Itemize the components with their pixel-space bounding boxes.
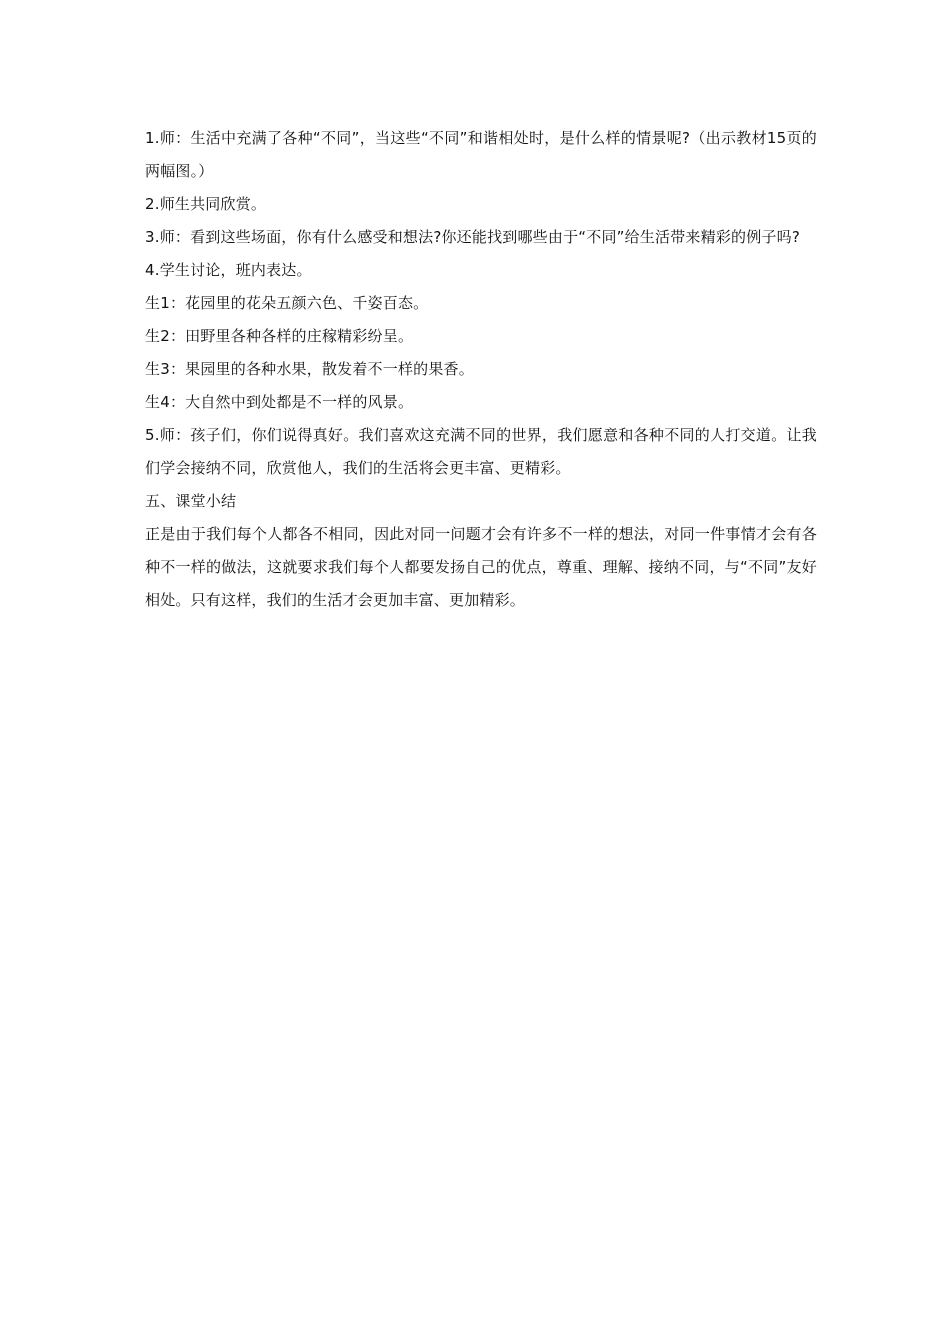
paragraph-teacher-question-1: 1.师：生活中充满了各种“不同”，当这些“不同”和谐相处时，是什么样的情景呢?（出示教材15页的两幅图。） [145, 129, 817, 180]
paragraph-shared-appreciation: 2.师生共同欣赏。 [145, 195, 267, 213]
document-body [145, 122, 817, 617]
paragraph-conclusion: 正是由于我们每个人都各不相同，因此对同一问题才会有许多不一样的想法，对同一件事情才会有各种不一样的做法，这就要求我们每个人都要发扬自己的优点，尊重、理解、接纳不同，与“不同”友好相处。只有这样，我们的生活才会更加丰富、更加精彩。 [145, 525, 817, 609]
paragraph-student-4: 生4：大自然中到处都是不一样的风景。 [145, 393, 414, 411]
paragraph-student-discussion: 4.学生讨论，班内表达。 [145, 261, 312, 279]
paragraph-teacher-summary-5: 5.师：孩子们，你们说得真好。我们喜欢这充满不同的世界，我们愿意和各种不同的人打交道。让我们学会接纳不同，欣赏他人，我们的生活将会更丰富、更精彩。 [145, 426, 817, 477]
paragraph-student-2: 生2：田野里各种各样的庄稼精彩纷呈。 [145, 327, 414, 345]
paragraph-teacher-question-3: 3.师：看到这些场面，你有什么感受和想法?你还能找到哪些由于“不同”给生活带来精彩的例子吗? [145, 228, 800, 246]
paragraph-student-3: 生3：果园里的各种水果，散发着不一样的果香。 [145, 360, 474, 378]
section-heading-class-summary: 五、课堂小结 [145, 492, 237, 510]
paragraph-student-1: 生1：花园里的花朵五颜六色、千姿百态。 [145, 294, 429, 312]
